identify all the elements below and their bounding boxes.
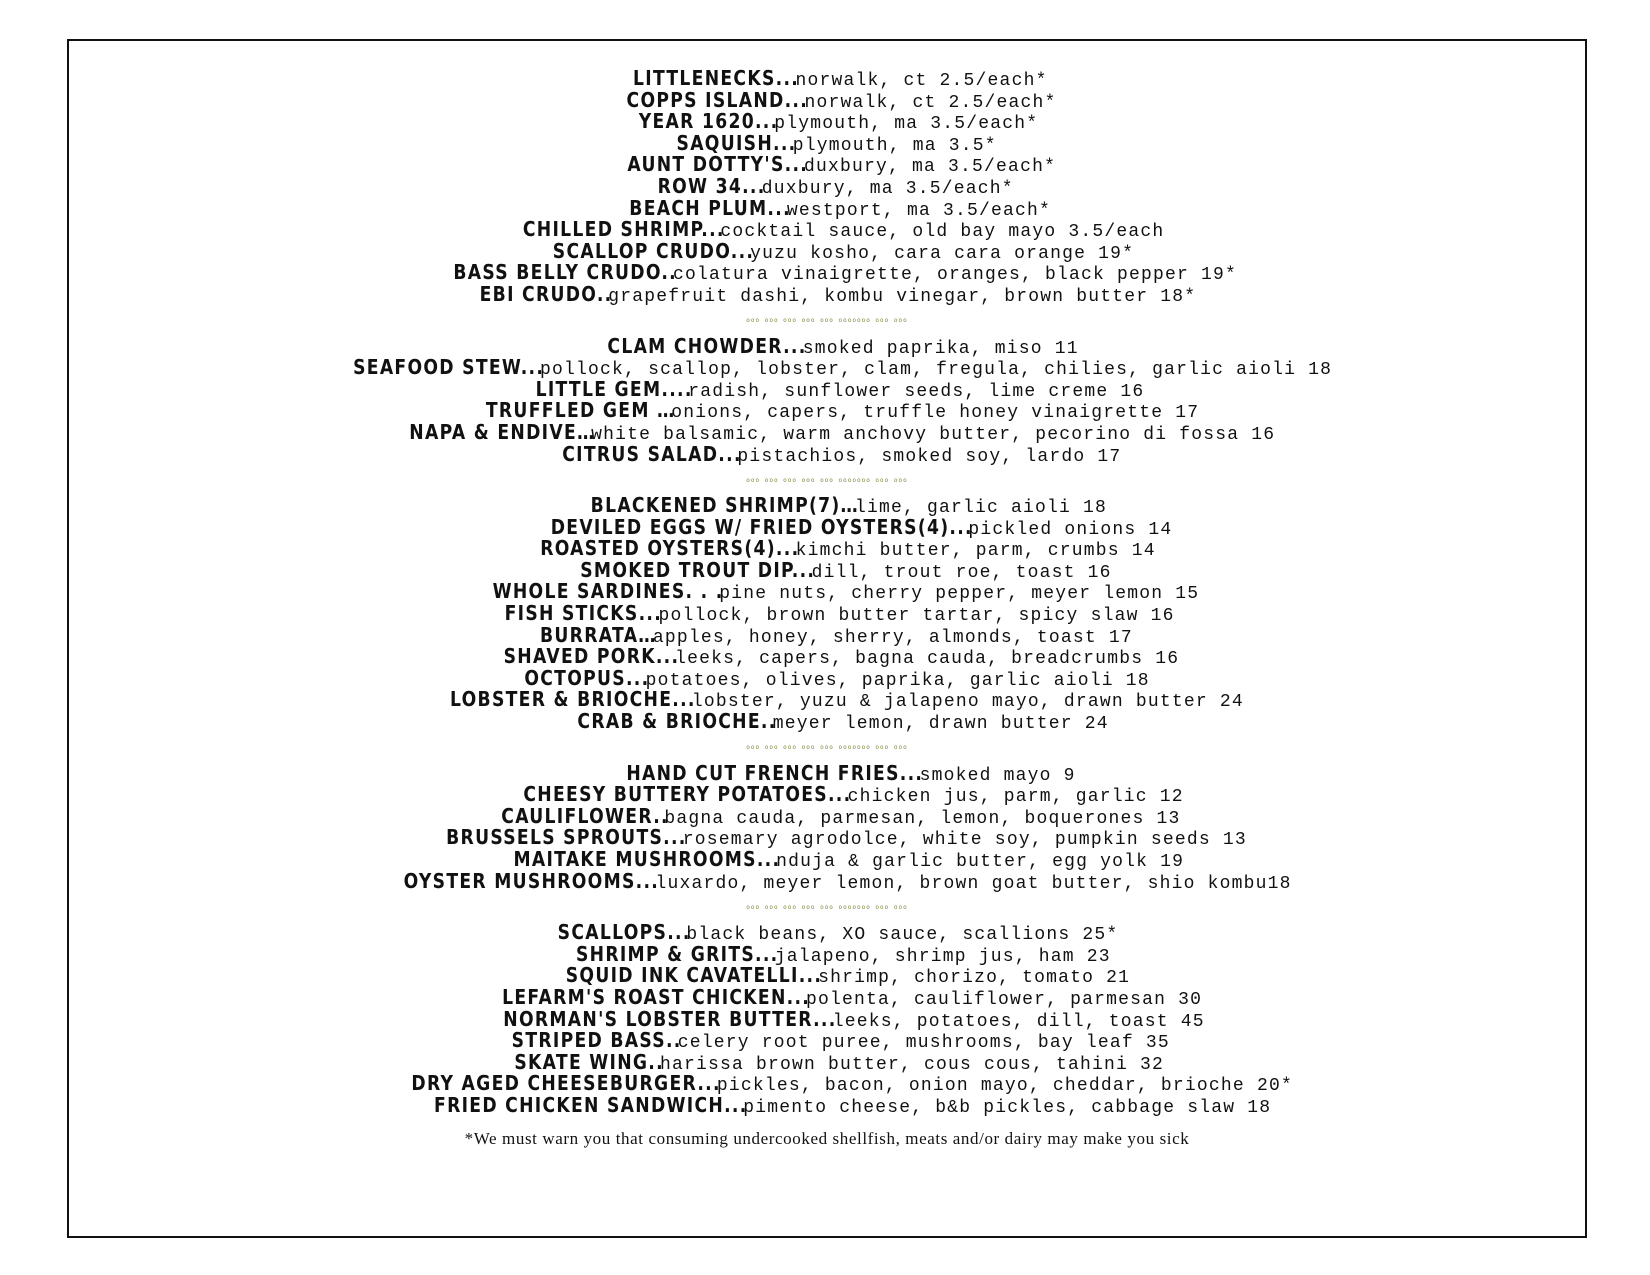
menu-item-description: luxardo, meyer lemon, brown goat butter, shio kombu18 [655,873,1292,894]
menu-item-name: LOBSTER & BRIOCHE... [450,687,696,712]
menu-item [69,784,1585,806]
menu-item-description: nduja & garlic butter, egg yolk 19 [776,852,1185,872]
menu-item-name: COPPS ISLAND... [626,87,809,112]
disclaimer: *We must warn you that consuming undercooked shellfish, meats and/or dairy may make you sick [464,1128,1190,1148]
menu-item-description: pickled onions 14 [968,519,1173,540]
menu-item [69,376,1585,402]
menu-item-name: MAITAKE MUSHROOMS... [513,847,781,871]
menu-item-name: HAND CUT FRENCH FRIES... [626,760,924,785]
menu-item [69,849,1585,871]
divider-dots: ooo ooo ooo ooo ooo ooooooo ooo ooo [746,903,908,911]
menu-item [69,646,1585,668]
menu-item-name: BLACKENED SHRIMP(7)… [590,493,859,518]
menu-item-name: LEFARM'S ROAST CHICKEN... [502,984,811,1009]
menu-item-name: SMOKED TROUT DIP... [580,557,816,582]
menu-item-name: SKATE WING.. [514,1049,664,1074]
menu-item [69,622,1585,648]
menu-item-description: pistachios, smoked soy, lardo 17 [737,446,1122,467]
menu-item-name: SHAVED PORK... [503,644,680,669]
menu-item [69,173,1585,199]
menu-item-description: pollock, scallop, lobster, clam, fregula, chilies, garlic aioli 18 [540,360,1333,381]
menu-item-description: meyer lemon, drawn butter 24 [772,714,1109,735]
menu-item-name: LITTLE GEM.... [535,376,693,401]
menu-item-name: SCALLOP CRUDO... [552,238,755,263]
menu-item-description: harissa brown butter, cous cous, tahini 32 [659,1054,1165,1075]
menu-item-name: LITTLENECKS... [633,66,800,90]
menu-item-name: FRIED CHICKEN SANDWICH... [433,1092,748,1117]
menu-item-description: jalapeno, shrimp jus, ham 23 [774,946,1111,967]
menu-item [69,219,1585,241]
menu-item-description: smoked mayo 9 [919,765,1076,786]
divider-dots: ooo ooo ooo ooo ooo ooooooo ooo ooo [746,744,908,752]
menu-item [69,760,1585,786]
menu-item [69,711,1585,733]
menu-item [69,333,1585,359]
divider-dots: ooo ooo ooo ooo ooo ooooooo ooo ooo [746,476,908,484]
menu-item-description: smoked paprika, miso 11 [802,338,1079,359]
menu-item-description: leeks, potatoes, dill, toast 45 [832,1011,1205,1032]
menu-item-description: pimento cheese, b&b pickles, cabbage slaw 18 [743,1097,1272,1118]
menu-item-description: celery root puree, mushrooms, bay leaf 35 [677,1033,1170,1054]
menu-item [69,965,1585,987]
menu-item-name: CITRUS SALAD... [561,441,742,466]
menu-item-name: NORMAN'S LOBSTER BUTTER... [503,1006,837,1031]
menu-item [69,195,1585,221]
menu-item [69,281,1585,307]
menu-item-name: CHEESY BUTTERY POTATOES... [523,782,852,807]
menu-section [69,333,1585,467]
menu-item-name: BASS BELLY CRUDO.. [453,260,677,285]
menu-item-description: pine nuts, cherry pepper, meyer lemon 15 [719,584,1200,605]
menu-item [69,581,1585,603]
menu-item-description: potatoes, olives, paprika, garlic aioli 18 [645,670,1150,691]
menu-section [69,922,1585,1116]
section-divider [69,465,1585,495]
menu-item [69,400,1585,422]
menu-item-description: chicken jus, parm, garlic 12 [847,787,1184,808]
menu-item-name: SHRIMP & GRITS... [576,941,779,966]
menu-item-name: CAULIFLOWER.. [500,803,669,828]
menu-item [69,1006,1585,1032]
menu-item-name: BEACH PLUM... [629,195,791,220]
menu-item-description: duxbury, ma 3.5/each* [804,157,1057,178]
menu-item [69,87,1585,113]
menu-item-name: YEAR 1620... [638,109,779,134]
menu-item [69,557,1585,583]
menu-section [69,760,1585,894]
menu-item-description: black beans, XO sauce, scallions 25* [686,925,1119,946]
menu-item-name: BRUSSELS SPROUTS... [446,825,687,850]
menu-item-description: leeks, capers, bagna cauda, breadcrumbs 16 [675,649,1180,670]
menu-item-description: bagna cauda, parmesan, lemon, boquerones 13 [664,808,1181,829]
menu-item-description: dill, trout roe, toast 16 [811,562,1112,583]
menu-item-name: NAPA & ENDIVE… [409,419,596,444]
menu-item [69,441,1585,467]
menu-item-name: CRAB & BRIOCHE.. [577,709,777,734]
menu-section [69,495,1585,733]
section-divider [69,306,1585,336]
menu-item-name: SAQUISH... [676,130,797,155]
menu-item-name: CLAM CHOWDER... [607,333,807,358]
menu-item [69,262,1585,284]
menu-item-name: SEAFOOD STEW... [352,355,545,380]
menu-item [69,984,1585,1010]
menu-item-name: ROW 34... [657,173,766,198]
section-divider [69,892,1585,922]
section-divider [69,733,1585,763]
menu-item-name: FISH STICKS... [505,601,663,626]
menu-item-name: EBI CRUDO.. [479,281,613,306]
menu-item [69,803,1585,829]
menu-item-description: pollock, brown butter tartar, spicy slaw 16 [658,606,1175,627]
menu-item-description: cocktail sauce, old bay mayo 3.5/each [720,222,1165,243]
menu-item [69,689,1585,711]
menu-item-description: white balsamic, warm anchovy butter, pecorino di fossa 16 [591,424,1276,445]
menu-item [69,603,1585,625]
menu-item-description: radish, sunflower seeds, lime creme 16 [688,381,1145,402]
menu-item-description: pickles, bacon, onion mayo, cheddar, brioche 20* [716,1076,1293,1097]
menu-item-description: grapefruit dashi, kombu vinegar, brown butter 18* [608,286,1197,307]
menu-item-description: lime, garlic aioli 18 [854,498,1108,519]
divider-dots: ooo ooo ooo ooo ooo ooooooo ooo ooo [746,317,908,325]
menu-item [69,154,1585,176]
menu-item [69,495,1585,517]
menu-item-name: OYSTER MUSHROOMS... [403,868,660,893]
menu-item-description: apples, honey, sherry, almonds, toast 17 [652,627,1133,648]
menu-item [69,238,1585,264]
menu-item-description: rosemary agrodolce, white soy, pumpkin seeds 13 [682,830,1247,851]
menu-item [69,665,1585,691]
menu-item-name: AUNT DOTTY'S... [627,152,809,177]
menu-item-name: SCALLOPS... [557,920,691,945]
menu-item [69,1030,1585,1052]
menu-item [69,514,1585,540]
menu-item [69,1073,1585,1095]
menu-item [69,941,1585,967]
menu-item [69,68,1585,90]
menu-item-description: plymouth, ma 3.5/each* [774,114,1039,135]
menu-item-description: plymouth, ma 3.5* [792,135,997,156]
menu-item-description: norwalk, ct 2.5/each* [795,71,1048,91]
menu-item [69,130,1585,156]
menu-item-name: DEVILED EGGS W/ FRIED OYSTERS(4)... [550,514,973,539]
menu-item [69,111,1585,133]
menu-item-name: WHOLE SARDINES. . . [492,579,724,604]
menu-item-description: onions, capers, truffle honey vinaigrette 17 [671,403,1200,424]
menu-item-description: yuzu kosho, cara cara orange 19* [750,243,1135,264]
menu-item-description: duxbury, ma 3.5/each* [761,178,1014,199]
menu-item [69,922,1585,944]
menu-item-description: kimchi butter, parm, crumbs 14 [795,541,1156,562]
menu-item-description: norwalk, ct 2.5/each* [804,92,1057,113]
menu-item [69,419,1585,445]
menu-item-name: TRUFFLED GEM … [485,398,676,423]
menu-item-name: CHILLED SHRIMP... [522,217,725,242]
menu-item-name: OCTOPUS... [524,665,650,690]
menu-item [69,1092,1585,1118]
menu [69,68,1585,1151]
menu-item-description: polenta, cauliflower, parmesan 30 [806,989,1203,1010]
menu-item-description: colatura vinaigrette, oranges, black pepper 19* [672,265,1238,286]
menu-section [69,68,1585,306]
menu-item-name: BURRATA… [540,622,657,647]
menu-item [69,538,1585,560]
menu-item [69,827,1585,849]
menu-item [69,868,1585,894]
menu-item [69,1049,1585,1075]
menu-item-name: ROASTED OYSTERS(4)... [540,536,800,561]
menu-item-description: shrimp, chorizo, tomato 21 [818,968,1131,989]
menu-item [69,357,1585,379]
menu-item-name: STRIPED BASS.. [511,1028,682,1053]
menu-item-description: westport, ma 3.5/each* [786,200,1051,221]
menu-item-name: SQUID INK CAVATELLI... [565,963,823,988]
menu-sections [69,68,1585,1117]
menu-item-name: DRY AGED CHEESEBURGER... [411,1071,721,1096]
menu-item-description: lobster, yuzu & jalapeno mayo, drawn butter 24 [691,692,1244,713]
